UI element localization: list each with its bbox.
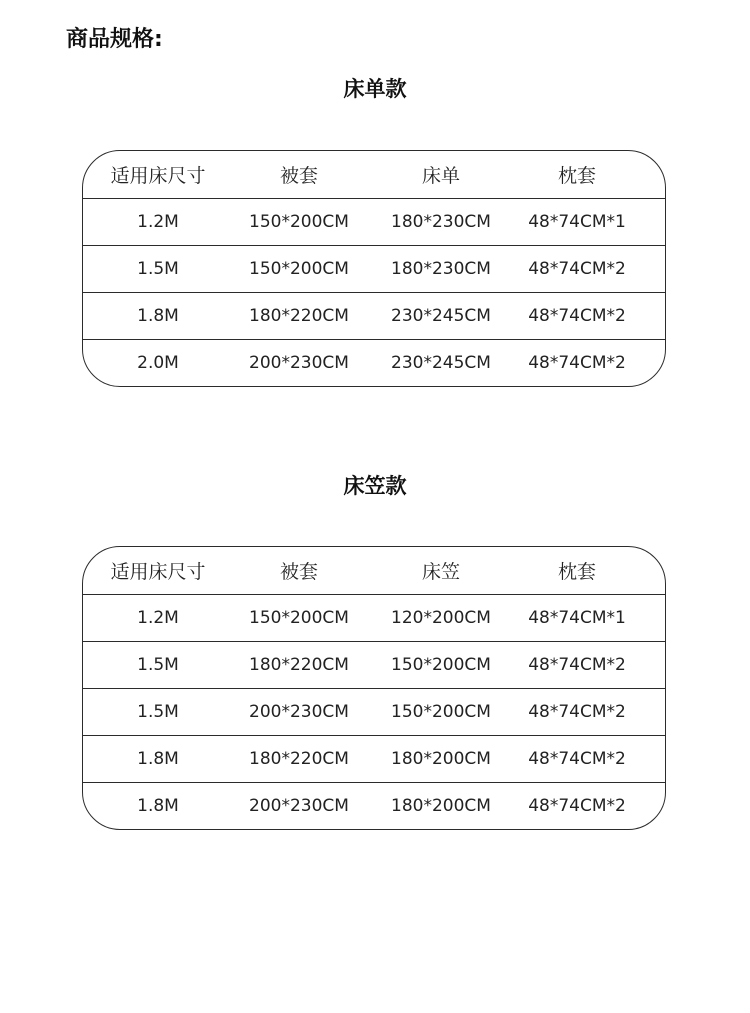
table-row [83,641,665,688]
table-cell: 1.8M [137,796,179,816]
table-row [83,688,665,735]
table-cell: 150*200CM [249,212,349,232]
table-cell: 200*230CM [249,353,349,373]
table-cell: 48*74CM*2 [528,749,626,769]
table-cell: 48*74CM*2 [528,306,626,326]
table-cell: 180*200CM [391,796,491,816]
header-cell: 适用床尺寸 [110,561,206,583]
table-cell: 150*200CM [249,259,349,279]
table-cell: 1.5M [137,702,179,722]
header-cell: 床笠 [421,561,460,583]
table-cell: 48*74CM*2 [528,796,626,816]
page-heading: 商品规格: [66,27,163,52]
table-cell: 1.5M [137,259,179,279]
table-row [83,245,665,292]
table-cell: 180*220CM [249,749,349,769]
table-cell: 48*74CM*2 [528,353,626,373]
table-cell: 150*200CM [249,608,349,628]
table-cell: 48*74CM*2 [528,655,626,675]
table-cell: 1.2M [137,608,179,628]
header-cell: 适用床尺寸 [110,165,206,187]
table-row [83,735,665,782]
table-cell: 150*200CM [391,702,491,722]
spec-table-fitted [82,546,666,830]
table-cell: 180*200CM [391,749,491,769]
table-row [83,782,665,829]
table-header-row [83,547,665,594]
header-cell: 枕套 [557,561,596,583]
table-cell: 1.8M [137,749,179,769]
table-cell: 1.5M [137,655,179,675]
table-cell: 1.2M [137,212,179,232]
table-row [83,339,665,386]
table-cell: 230*245CM [391,306,491,326]
table-cell: 48*74CM*1 [528,608,626,628]
table-cell: 180*220CM [249,306,349,326]
table-cell: 150*200CM [391,655,491,675]
table-row [83,594,665,641]
table-cell: 1.8M [137,306,179,326]
table-row [83,292,665,339]
table-cell: 48*74CM*2 [528,702,626,722]
header-cell: 床单 [421,165,460,187]
table-cell: 2.0M [137,353,179,373]
header-cell: 被套 [279,561,318,583]
table-cell: 180*230CM [391,259,491,279]
spec-table-sheet [82,150,666,387]
table-header-row [83,151,665,198]
table-cell: 200*230CM [249,702,349,722]
header-cell: 枕套 [557,165,596,187]
header-cell: 被套 [279,165,318,187]
table-cell: 48*74CM*2 [528,259,626,279]
table-cell: 48*74CM*1 [528,212,626,232]
table-cell: 180*230CM [391,212,491,232]
table-cell: 120*200CM [391,608,491,628]
table-cell: 180*220CM [249,655,349,675]
table-cell: 230*245CM [391,353,491,373]
table-row [83,198,665,245]
section-title-fitted: 床笠款 [343,474,407,498]
table-cell: 200*230CM [249,796,349,816]
section-title-sheet: 床单款 [343,77,407,101]
